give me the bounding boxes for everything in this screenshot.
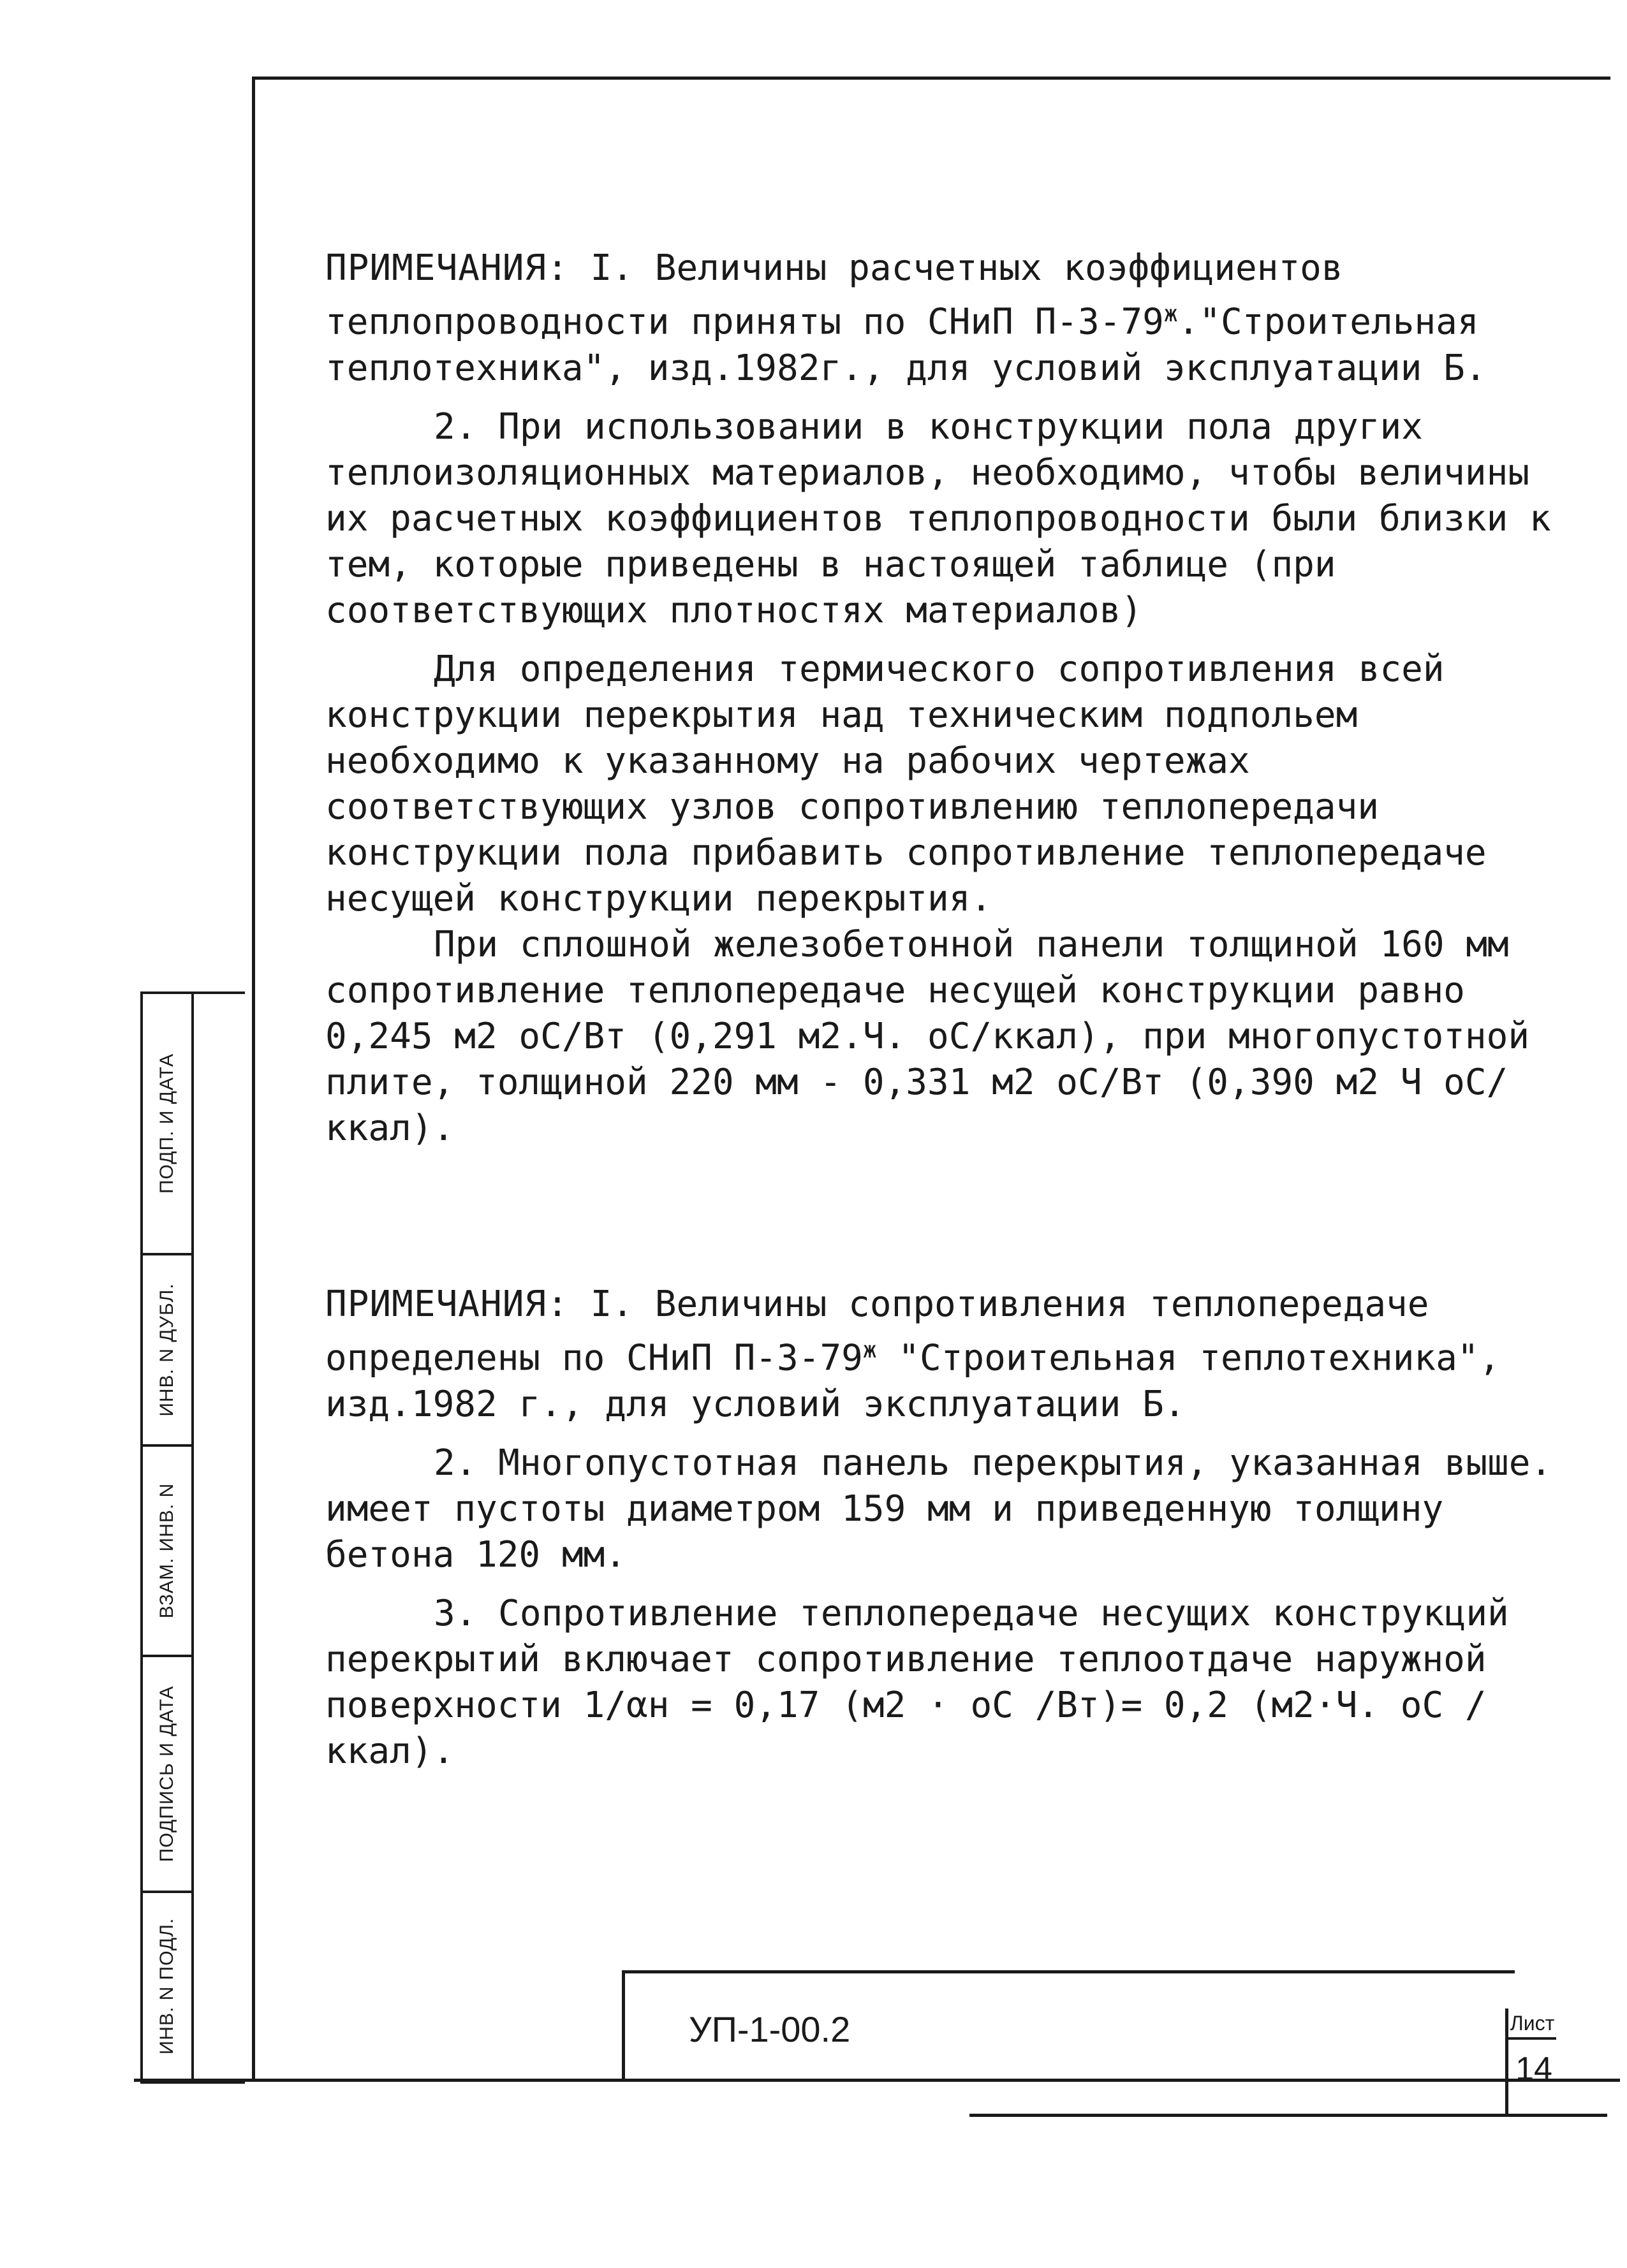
- side-stamp-cell-vzam-inv: [143, 1447, 191, 1657]
- notes1-paragraph-3: Для определения термического сопротивления всей конструкции перекрытия над техническим подпольем необходимо к указанному на рабочих чертежах соответствующих узлов сопротивлению теплопередачи конструкции пола прибавить сопротивление теплопередаче несущей конструкции перекрытия.: [325, 648, 1487, 919]
- document-code: УП-1-00.2: [689, 2009, 851, 2049]
- notes1-heading: ПРИМЕЧАНИЯ:: [325, 247, 569, 289]
- side-stamp-cell-podp-data: [143, 994, 191, 1255]
- notes1-paragraph-4: При сплошной железобетонной панели толщиной 160 мм сопротивление теплопередаче несущей конструкции равно 0,245 м2 оС/Вт (0,291 м2.Ч. оС/ккал), при многопустотной плите, толщиной 220 мм - 0,331 м2 оС/Вт (0,390 м2 Ч оС/ккал).: [325, 923, 1530, 1149]
- notes2-p1-superscript: ж: [862, 1337, 877, 1363]
- side-stamp-cell-inv-podl: [143, 1893, 191, 2079]
- side-stamp-label: ИНВ. N ДУБЛ.: [156, 1283, 177, 1417]
- notes2-p1-tail: "Строительная теплотехника", изд.1982 г., для условий эксплуатации Б.: [325, 1337, 1501, 1425]
- sheet-label: Лист: [1508, 2012, 1556, 2040]
- side-stamp-cell-podpis-data: [143, 1657, 191, 1893]
- side-stamp-label: ИНВ. N ПОДЛ.: [156, 1917, 177, 2054]
- notes1-p1-text: I. Величины расчетных коэффициентов теплопроводности приняты по СНиП П-3-79: [325, 247, 1343, 343]
- notes2-p1-text: I. Величины сопротивления теплопередаче определены по СНиП П-3-79: [325, 1284, 1429, 1379]
- notes1-p1-tail: ."Строительная теплотехника", изд.1982г., для условий эксплуатации Б.: [325, 301, 1487, 389]
- side-stamp-strip: [140, 991, 245, 2084]
- notes1-p1-superscript: ж: [1163, 301, 1178, 327]
- notes-section-1: [325, 245, 1575, 1164]
- notes2-paragraph-3: 3. Сопротивление теплопередаче несущих конструкций перекрытий включает сопротивление теплоотдаче наружной поверхности 1/αн = 0,17 (м2 · оС /Вт)= 0,2 (м2·Ч. оС /ккал).: [325, 1592, 1509, 1772]
- notes-section-2: [325, 1282, 1575, 1787]
- frame-top-border: [252, 77, 1610, 80]
- notes1-paragraph-1: [325, 245, 1575, 391]
- notes2-heading: ПРИМЕЧАНИЯ:: [325, 1284, 569, 1325]
- notes2-paragraph-1: [325, 1282, 1575, 1428]
- side-stamp-label: ПОДПИСЬ И ДАТА: [156, 1685, 177, 1862]
- notes1-paragraph-2: 2. При использовании в конструкции пола других теплоизоляционных материалов, необходимо, чтобы величины их расчетных коэффициентов теплопроводности были близки к тем, которые приведены в настоящей таблице (при соответствующих плотностях материалов): [325, 406, 1551, 631]
- side-stamp-label: ВЗАМ. ИНВ. N: [156, 1482, 177, 1619]
- side-stamp-divider: [191, 994, 194, 2081]
- side-stamp-label: ПОДП. И ДАТА: [156, 1053, 177, 1194]
- notes2-paragraph-2: 2. Многопустотная панель перекрытия, указанная выше. имеет пустоты диаметром 159 мм и приведенную толщину бетона 120 мм.: [325, 1442, 1552, 1576]
- sheet-number: 14: [1515, 2051, 1552, 2088]
- frame-left-border: [252, 77, 255, 2079]
- side-stamp-cell-inv-dubl: [143, 1255, 191, 1447]
